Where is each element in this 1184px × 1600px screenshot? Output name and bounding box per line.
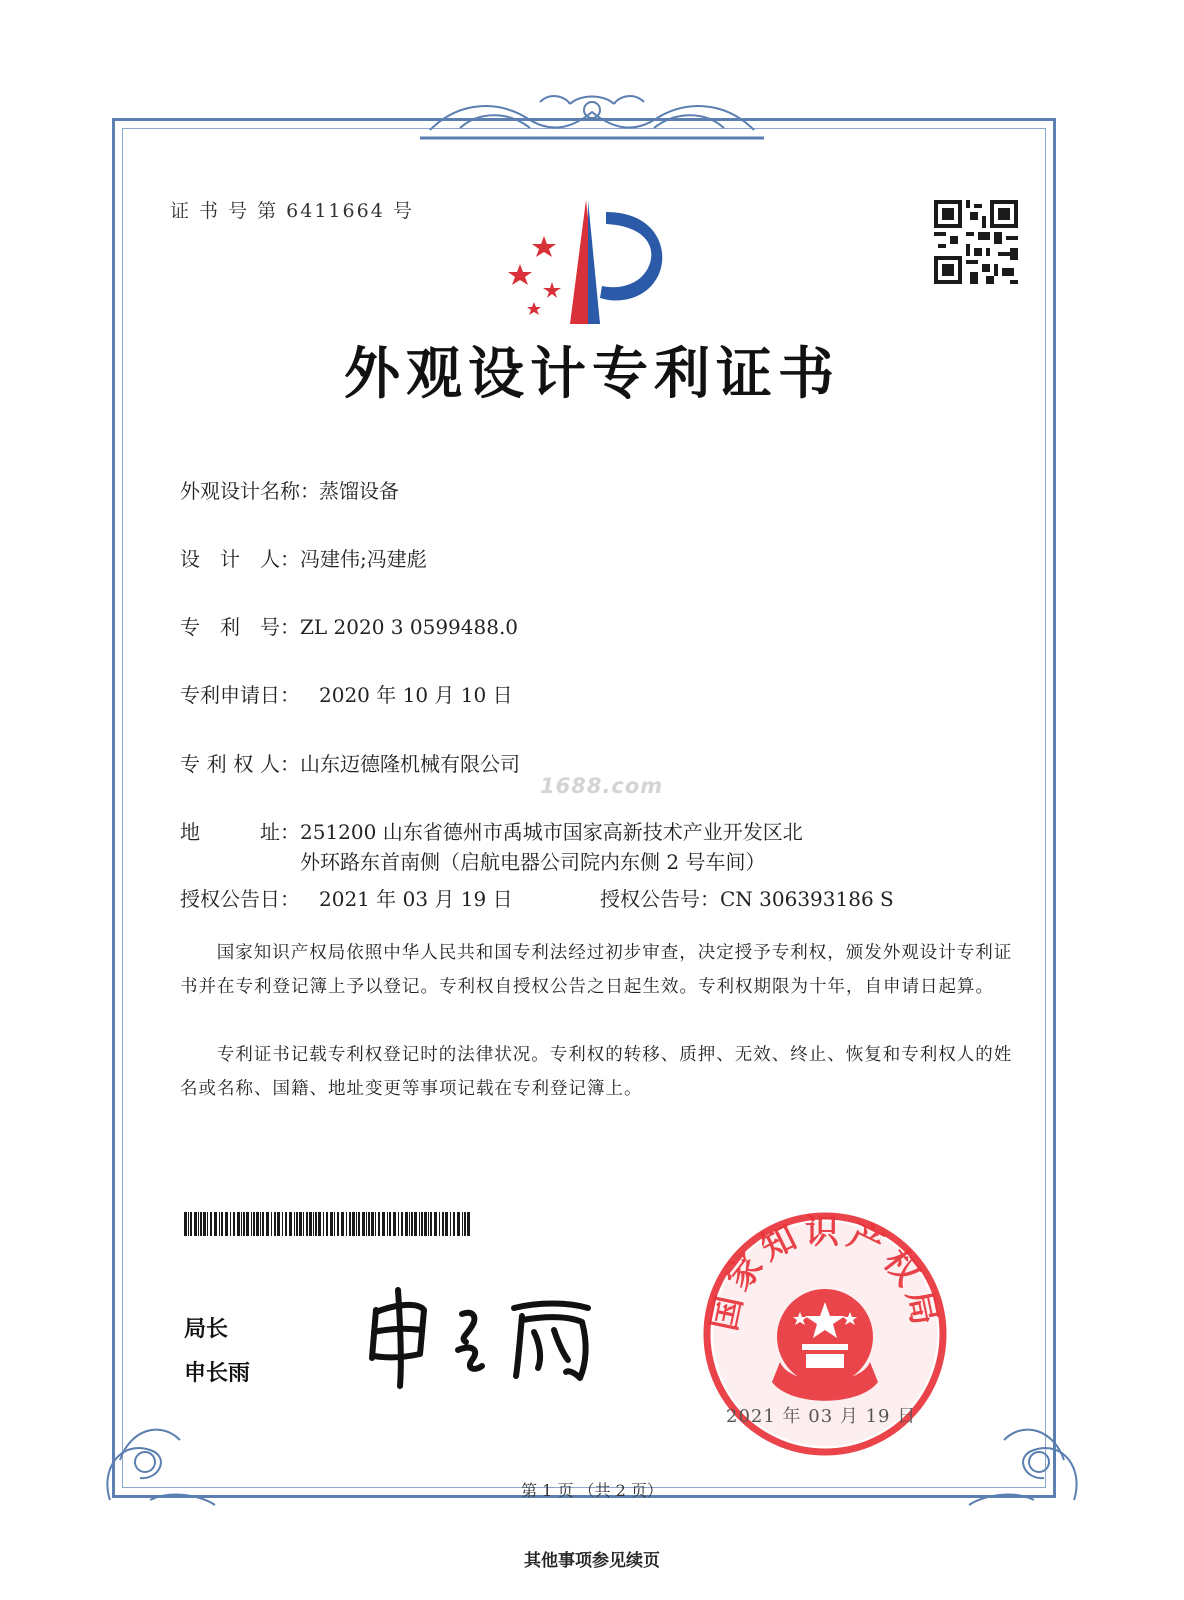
barcode-bar bbox=[368, 1212, 370, 1236]
barcode-bar bbox=[309, 1212, 312, 1236]
barcode-bar bbox=[453, 1212, 455, 1236]
barcode-bar bbox=[442, 1212, 444, 1236]
director-signature bbox=[362, 1280, 612, 1390]
barcode-bar bbox=[296, 1212, 298, 1236]
barcode-bar bbox=[282, 1212, 283, 1236]
barcode-bar bbox=[405, 1212, 408, 1236]
patentee-value: 山东迈德隆机械有限公司 bbox=[300, 752, 520, 776]
barcode-bar bbox=[445, 1212, 448, 1236]
barcode-bar bbox=[424, 1212, 427, 1236]
barcode-bar bbox=[184, 1212, 187, 1236]
barcode-bar bbox=[323, 1212, 324, 1236]
barcode-bar bbox=[457, 1212, 460, 1236]
patent-number-colon: ： bbox=[280, 615, 300, 639]
barcode-bar bbox=[411, 1212, 413, 1236]
address-line-1: 251200 山东省德州市禹城市国家高新技术产业开发区北 bbox=[300, 820, 803, 844]
barcode-bar bbox=[188, 1212, 189, 1236]
page-number: 第 1 页 （共 2 页） bbox=[521, 1481, 663, 1500]
barcode-bar bbox=[341, 1212, 344, 1236]
barcode-bar bbox=[371, 1212, 374, 1236]
barcode-bar bbox=[246, 1212, 249, 1236]
barcode-bar bbox=[289, 1212, 292, 1236]
barcode-bar bbox=[214, 1212, 217, 1236]
barcode-bar bbox=[230, 1212, 231, 1236]
barcode-bar bbox=[330, 1212, 333, 1236]
designer-label: 设 计 人 bbox=[180, 547, 280, 571]
barcode-bar bbox=[221, 1212, 223, 1236]
barcode-bar bbox=[450, 1212, 451, 1236]
barcode-bar bbox=[337, 1212, 339, 1236]
legal-status-paragraph: 专利证书记载专利权登记时的法律状况。专利权的转移、质押、无效、终止、恢复和专利权人的姓名或名称、国籍、地址变更等事项记载在专利登记簿上。 bbox=[180, 1045, 1013, 1099]
barcode-bar bbox=[356, 1212, 357, 1236]
barcode-bar bbox=[409, 1212, 410, 1236]
designer-colon: ： bbox=[280, 547, 300, 571]
patent-office-emblem-icon bbox=[508, 192, 678, 332]
address-field bbox=[180, 817, 803, 877]
patentee-colon: ： bbox=[280, 752, 300, 776]
barcode-bar bbox=[200, 1212, 202, 1236]
barcode-bar bbox=[251, 1212, 252, 1236]
patentee-label: 专 利 权 人 bbox=[180, 752, 280, 776]
barcode-bar bbox=[462, 1212, 463, 1236]
director-name: 申长雨 bbox=[184, 1361, 251, 1386]
barcode-bar bbox=[219, 1212, 220, 1236]
filing-date-value: 2020 年 10 月 10 日 bbox=[319, 683, 513, 707]
barcode-bar bbox=[362, 1212, 365, 1236]
designer-field bbox=[180, 544, 427, 574]
barcode-bar bbox=[190, 1212, 192, 1236]
barcode-bar bbox=[434, 1212, 437, 1236]
barcode-bar bbox=[198, 1212, 199, 1236]
barcode-bar bbox=[277, 1212, 280, 1236]
grant-statement-paragraph: 国家知识产权局依照中华人民共和国专利法经过初步审查，决定授予专利权，颁发外观设计专利证书并在专利登记簿上予以登记。专利权自授权公告之日起生效。专利权期限为十年，自申请日起算。 bbox=[180, 943, 1013, 997]
barcode-bar bbox=[256, 1212, 259, 1236]
barcode-bar bbox=[326, 1212, 328, 1236]
barcode-bar bbox=[225, 1212, 228, 1236]
barcode-bar bbox=[303, 1212, 304, 1236]
barcode-bar bbox=[203, 1212, 206, 1236]
design-name-label: 外观设计名称： bbox=[180, 479, 320, 503]
address-colon: ： bbox=[280, 820, 300, 844]
barcode-bar bbox=[421, 1212, 423, 1236]
patent-number-label: 专 利 号 bbox=[180, 615, 280, 639]
design-name-field bbox=[180, 476, 399, 506]
barcode-bar bbox=[414, 1212, 417, 1236]
barcode-bar bbox=[207, 1212, 208, 1236]
barcode-bar bbox=[346, 1212, 347, 1236]
barcode-bar bbox=[315, 1212, 317, 1236]
barcode-bar bbox=[430, 1212, 432, 1236]
director-title: 局长 bbox=[184, 1317, 229, 1342]
continuation-note: 其他事项参见续页 bbox=[524, 1551, 660, 1571]
barcode-bar bbox=[253, 1212, 255, 1236]
barcode-bar bbox=[375, 1212, 376, 1236]
watermark-text: 1688.com bbox=[540, 774, 664, 798]
announcement-date-field bbox=[180, 884, 513, 914]
barcode-bar bbox=[378, 1212, 380, 1236]
barcode-bar bbox=[233, 1212, 235, 1236]
announcement-number-field bbox=[600, 884, 894, 914]
barcode-bar bbox=[419, 1212, 420, 1236]
announcement-number-label: 授权公告号： bbox=[600, 887, 720, 911]
barcode-bar bbox=[352, 1212, 355, 1236]
announcement-number-value: CN 306393186 S bbox=[720, 887, 894, 911]
barcode-bar bbox=[366, 1212, 367, 1236]
barcode-bar bbox=[285, 1212, 287, 1236]
barcode-bar bbox=[349, 1212, 351, 1236]
seal-text: 国家知识产权局 bbox=[704, 1212, 946, 1335]
barcode-bar bbox=[389, 1212, 391, 1236]
barcode-bar bbox=[382, 1212, 385, 1236]
patent-number-field bbox=[180, 612, 518, 642]
top-ornament-icon bbox=[420, 90, 764, 142]
barcode-bar bbox=[334, 1212, 335, 1236]
address-value bbox=[300, 817, 803, 877]
barcode-bar bbox=[401, 1212, 403, 1236]
barcode-bar bbox=[237, 1212, 240, 1236]
design-name-value: 蒸馏设备 bbox=[319, 479, 399, 503]
barcode-bar bbox=[358, 1212, 360, 1236]
barcode-bar bbox=[306, 1212, 308, 1236]
barcode-bar bbox=[262, 1212, 264, 1236]
barcode-bar bbox=[260, 1212, 261, 1236]
barcode-bar bbox=[428, 1212, 429, 1236]
address-line-2: 外环路东首南侧（启航电器公司院内东侧 2 号车间） bbox=[300, 850, 766, 874]
certificate-title: 外观设计专利证书 bbox=[344, 342, 840, 407]
announcement-date-label: 授权公告日： bbox=[180, 887, 300, 911]
barcode-bar bbox=[439, 1212, 440, 1236]
barcode-bar bbox=[467, 1212, 470, 1236]
patent-number-value: ZL 2020 3 0599488.0 bbox=[300, 615, 519, 639]
patentee-field bbox=[180, 749, 520, 779]
barcode-bar bbox=[266, 1212, 269, 1236]
announcement-date-value: 2021 年 03 月 19 日 bbox=[319, 887, 513, 911]
barcode-bar bbox=[294, 1212, 295, 1236]
barcode-icon bbox=[184, 1212, 472, 1236]
barcode-bar bbox=[464, 1212, 466, 1236]
certificate-number: 证 书 号 第 6411664 号 bbox=[170, 200, 414, 222]
filing-date-field bbox=[180, 680, 513, 710]
barcode-bar bbox=[210, 1212, 212, 1236]
designer-value: 冯建伟;冯建彪 bbox=[300, 547, 427, 571]
barcode-bar bbox=[313, 1212, 314, 1236]
barcode-bar bbox=[274, 1212, 276, 1236]
barcode-bar bbox=[243, 1212, 245, 1236]
barcode-bar bbox=[393, 1212, 396, 1236]
barcode-bar bbox=[318, 1212, 321, 1236]
filing-date-label: 专利申请日： bbox=[180, 683, 300, 707]
address-label: 地 址 bbox=[180, 820, 280, 844]
barcode-bar bbox=[271, 1212, 272, 1236]
barcode-bar bbox=[387, 1212, 388, 1236]
qr-code-icon bbox=[934, 200, 1018, 284]
barcode-bar bbox=[194, 1212, 197, 1236]
barcode-bar bbox=[241, 1212, 242, 1236]
barcode-bar bbox=[299, 1212, 302, 1236]
barcode-bar bbox=[398, 1212, 399, 1236]
seal-date: 2021 年 03 月 19 日 bbox=[726, 1406, 917, 1427]
